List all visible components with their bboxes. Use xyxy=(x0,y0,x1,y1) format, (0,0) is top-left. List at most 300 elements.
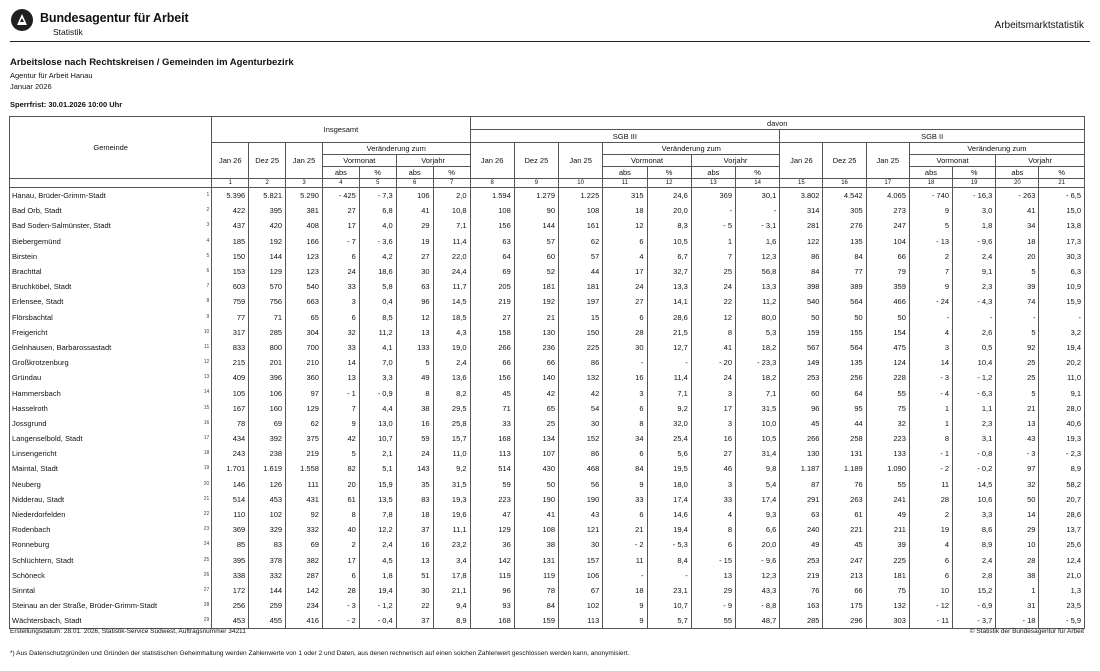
table-cell: 18 xyxy=(396,507,433,522)
table-cell: 150 xyxy=(559,325,603,340)
table-cell: 18,5 xyxy=(433,310,470,325)
table-cell: 19,6 xyxy=(433,507,470,522)
table-cell: 6,3 xyxy=(1039,264,1085,279)
table-cell: 11,4 xyxy=(433,234,470,249)
table-cell: 13 xyxy=(396,325,433,340)
table-cell: 296 xyxy=(823,613,866,629)
table-cell: 121 xyxy=(559,522,603,537)
table-cell: 60 xyxy=(514,249,558,264)
header-davon: davon xyxy=(470,117,1084,130)
table-cell: 20,0 xyxy=(736,537,780,552)
header-abs: abs xyxy=(322,167,359,179)
table-cell: 4,4 xyxy=(359,401,396,416)
table-cell: 18,6 xyxy=(359,264,396,279)
table-cell: 305 xyxy=(823,203,866,218)
table-cell: 570 xyxy=(249,279,286,294)
table-cell: 1.619 xyxy=(249,461,286,476)
gemeinde-name xyxy=(10,477,212,492)
table-cell: 256 xyxy=(823,370,866,385)
table-cell: 76 xyxy=(823,477,866,492)
table-cell: 395 xyxy=(249,203,286,218)
table-cell: 16 xyxy=(603,370,647,385)
table-cell: 49 xyxy=(780,537,823,552)
table-cell: 10,4 xyxy=(953,355,996,370)
row-number: 15 xyxy=(203,404,210,411)
table-cell: 8,5 xyxy=(359,310,396,325)
table-cell: 3 xyxy=(322,294,359,309)
table-cell: 87 xyxy=(780,477,823,492)
table-cell: 66 xyxy=(823,583,866,598)
table-row xyxy=(10,416,1085,431)
table-cell: 6 xyxy=(322,249,359,264)
table-cell: - 6,3 xyxy=(953,385,996,400)
table-cell: 13,7 xyxy=(1039,522,1085,537)
table-cell: 143 xyxy=(396,461,433,476)
table-cell: 437 xyxy=(212,218,249,233)
column-number: 12 xyxy=(647,179,691,188)
table-cell: 9,1 xyxy=(1039,385,1085,400)
table-cell: 18 xyxy=(603,583,647,598)
table-cell: 96 xyxy=(470,583,514,598)
table-cell: 9,1 xyxy=(953,264,996,279)
table-cell: 30,1 xyxy=(736,188,780,204)
header-jan25: Jan 25 xyxy=(559,143,603,179)
table-cell: 8,6 xyxy=(953,522,996,537)
table-row xyxy=(10,310,1085,325)
table-cell: 18 xyxy=(603,203,647,218)
header-veraenderung: Veränderung zum xyxy=(909,143,1084,155)
table-cell: 6 xyxy=(322,310,359,325)
table-cell: 10,5 xyxy=(647,234,691,249)
row-number: 20 xyxy=(203,480,210,487)
table-cell: 1,1 xyxy=(953,401,996,416)
table-cell: 92 xyxy=(286,507,323,522)
table-cell: 57 xyxy=(514,234,558,249)
gemeinde-name xyxy=(10,431,212,446)
gemeinde-name xyxy=(10,203,212,218)
table-cell: 63 xyxy=(470,234,514,249)
table-cell: 55 xyxy=(866,385,909,400)
header-pct: % xyxy=(359,167,396,179)
table-cell: - xyxy=(603,568,647,583)
table-cell: 19,4 xyxy=(1039,340,1085,355)
table-body xyxy=(10,188,1085,629)
table-cell: 63 xyxy=(780,507,823,522)
gemeinde-name xyxy=(10,507,212,522)
table-cell: 3,0 xyxy=(953,203,996,218)
column-number: 5 xyxy=(359,179,396,188)
table-cell: 2,1 xyxy=(359,446,396,461)
table-cell: 2,3 xyxy=(953,279,996,294)
table-cell: 54 xyxy=(559,401,603,416)
row-number: 25 xyxy=(203,556,210,563)
row-number: 28 xyxy=(203,602,210,609)
table-cell: 6 xyxy=(691,537,735,552)
table-cell: 74 xyxy=(996,294,1039,309)
row-number: 16 xyxy=(203,419,210,426)
table-cell: 154 xyxy=(866,325,909,340)
table-cell: 71 xyxy=(470,401,514,416)
header-vormonat: Vormonat xyxy=(909,155,995,167)
table-cell: - 2 xyxy=(909,461,952,476)
ba-logo-icon xyxy=(10,8,34,32)
table-cell: 31,4 xyxy=(736,446,780,461)
table-cell: 40,6 xyxy=(1039,416,1085,431)
table-cell: 409 xyxy=(212,370,249,385)
table-cell: 240 xyxy=(780,522,823,537)
table-cell: 35 xyxy=(396,477,433,492)
table-cell: 29 xyxy=(996,522,1039,537)
table-cell: - 0,8 xyxy=(953,446,996,461)
table-cell: 25,4 xyxy=(647,431,691,446)
table-cell: 8 xyxy=(691,325,735,340)
table-row xyxy=(10,613,1085,629)
table-cell: 247 xyxy=(866,218,909,233)
table-cell: 60 xyxy=(780,385,823,400)
table-cell: 9,4 xyxy=(433,598,470,613)
gemeinde-name xyxy=(10,218,212,233)
table-cell: 66 xyxy=(866,249,909,264)
table-cell: 27 xyxy=(691,446,735,461)
table-cell: 10,6 xyxy=(953,492,996,507)
table-row xyxy=(10,279,1085,294)
table-cell: 4,3 xyxy=(433,325,470,340)
table-cell: 17 xyxy=(322,218,359,233)
table-cell: - 1 xyxy=(322,385,359,400)
gemeinde-name xyxy=(10,264,212,279)
table-cell: 1,6 xyxy=(736,234,780,249)
table-cell: 10 xyxy=(996,537,1039,552)
table-cell: 142 xyxy=(286,583,323,598)
table-cell: 61 xyxy=(823,507,866,522)
table-cell: 17,4 xyxy=(647,492,691,507)
table-cell: 378 xyxy=(249,553,286,568)
gemeinde-label: Bad Soden-Salmünster, Stadt xyxy=(12,221,111,231)
table-cell: 163 xyxy=(780,598,823,613)
header-dez25: Dez 25 xyxy=(823,143,866,179)
table-cell: 24,4 xyxy=(433,264,470,279)
table-cell: 8,3 xyxy=(647,218,691,233)
table-cell: 8,9 xyxy=(433,613,470,629)
table-cell: 317 xyxy=(212,325,249,340)
table-cell: 219 xyxy=(470,294,514,309)
table-cell: 30 xyxy=(603,340,647,355)
gemeinde-name xyxy=(10,355,212,370)
table-cell: 466 xyxy=(866,294,909,309)
table-cell: 276 xyxy=(823,218,866,233)
table-cell: 152 xyxy=(559,431,603,446)
header-pct: % xyxy=(433,167,470,179)
table-cell: 11,0 xyxy=(433,446,470,461)
table-cell: 8 xyxy=(691,522,735,537)
row-number: 8 xyxy=(206,298,210,305)
table-cell: 10,7 xyxy=(359,431,396,446)
table-cell: 5,1 xyxy=(359,461,396,476)
header-insgesamt: Insgesamt xyxy=(212,117,470,143)
table-cell: 25,8 xyxy=(433,416,470,431)
table-cell: 78 xyxy=(514,583,558,598)
table-cell: 32 xyxy=(866,416,909,431)
table-cell: 47 xyxy=(470,507,514,522)
table-cell: 314 xyxy=(780,203,823,218)
table-cell: - 9,6 xyxy=(736,553,780,568)
table-cell: 431 xyxy=(286,492,323,507)
table-cell: 30 xyxy=(559,416,603,431)
table-cell: 5,6 xyxy=(647,446,691,461)
table-cell: 181 xyxy=(866,568,909,583)
table-cell: 104 xyxy=(866,234,909,249)
table-cell: 1.225 xyxy=(559,188,603,204)
table-cell: - 5,9 xyxy=(1039,613,1085,629)
table-cell: 12 xyxy=(691,310,735,325)
table-cell: - 20 xyxy=(691,355,735,370)
table-cell: 285 xyxy=(780,613,823,629)
header-abs: abs xyxy=(396,167,433,179)
table-cell: 756 xyxy=(249,294,286,309)
column-number: 16 xyxy=(823,179,866,188)
table-cell: - 4 xyxy=(909,385,952,400)
table-cell: 19,4 xyxy=(647,522,691,537)
gemeinde-name xyxy=(10,446,212,461)
table-cell: 23,2 xyxy=(433,537,470,552)
header-dez25: Dez 25 xyxy=(514,143,558,179)
table-cell: 131 xyxy=(823,446,866,461)
table-cell: 304 xyxy=(286,325,323,340)
table-cell: 16 xyxy=(396,416,433,431)
table-cell: 77 xyxy=(212,310,249,325)
table-cell: 38 xyxy=(996,568,1039,583)
gemeinde-label: Brachttal xyxy=(12,267,42,277)
gemeinde-name xyxy=(10,340,212,355)
table-cell: 3 xyxy=(603,385,647,400)
table-cell: - xyxy=(647,355,691,370)
table-cell: 19 xyxy=(909,522,952,537)
table-cell: 19,0 xyxy=(433,340,470,355)
table-cell: 800 xyxy=(249,340,286,355)
table-cell: 25 xyxy=(514,416,558,431)
table-cell: 31 xyxy=(996,598,1039,613)
table-cell: 108 xyxy=(559,203,603,218)
gemeinde-label: Gelnhausen, Barbarossastadt xyxy=(12,342,112,352)
table-row xyxy=(10,598,1085,613)
header-sgb2: SGB II xyxy=(780,130,1085,143)
table-cell: - 740 xyxy=(909,188,952,204)
column-number: 9 xyxy=(514,179,558,188)
column-number: 11 xyxy=(603,179,647,188)
table-cell: 21,5 xyxy=(647,325,691,340)
table-cell: 119 xyxy=(470,568,514,583)
table-cell: 34 xyxy=(996,218,1039,233)
table-cell: 50 xyxy=(996,492,1039,507)
table-cell: 108 xyxy=(470,203,514,218)
table-cell: 213 xyxy=(823,568,866,583)
table-cell: 4 xyxy=(603,249,647,264)
gemeinde-name xyxy=(10,598,212,613)
table-cell: 4 xyxy=(909,325,952,340)
table-cell: 156 xyxy=(470,370,514,385)
table-cell: 4 xyxy=(909,537,952,552)
row-number: 10 xyxy=(203,328,210,335)
table-cell: 359 xyxy=(866,279,909,294)
table-cell: 27 xyxy=(603,294,647,309)
table-cell: 190 xyxy=(514,492,558,507)
table-cell: - 18 xyxy=(996,613,1039,629)
table-cell: 2,4 xyxy=(433,355,470,370)
table-cell: 332 xyxy=(249,568,286,583)
table-cell: 124 xyxy=(866,355,909,370)
table-cell: 3,3 xyxy=(953,507,996,522)
gemeinde-label: Großkrotzenburg xyxy=(12,358,69,368)
table-cell: 97 xyxy=(286,385,323,400)
table-cell: 273 xyxy=(866,203,909,218)
gemeinde-label: Erlensee, Stadt xyxy=(12,297,64,307)
table-cell: - xyxy=(1039,310,1085,325)
table-cell: - 0,4 xyxy=(359,613,396,629)
table-cell: 192 xyxy=(514,294,558,309)
table-cell: 564 xyxy=(823,340,866,355)
table-cell: 37 xyxy=(396,522,433,537)
table-cell: 32,7 xyxy=(647,264,691,279)
table-cell: 2,0 xyxy=(433,188,470,204)
gemeinde-name xyxy=(10,553,212,568)
table-cell: 238 xyxy=(249,446,286,461)
table-cell: 52 xyxy=(514,264,558,279)
table-cell: 123 xyxy=(286,249,323,264)
table-cell: 266 xyxy=(470,340,514,355)
table-cell: 11,2 xyxy=(359,325,396,340)
table-cell: 24 xyxy=(396,446,433,461)
row-number: 6 xyxy=(206,267,210,274)
table-cell: 10,0 xyxy=(736,416,780,431)
table-cell: 6 xyxy=(909,553,952,568)
table-cell: 13,6 xyxy=(433,370,470,385)
table-cell: 41 xyxy=(691,340,735,355)
header-gemeinde: Gemeinde xyxy=(10,117,212,179)
table-cell: 84 xyxy=(780,264,823,279)
table-cell: 5.396 xyxy=(212,188,249,204)
table-cell: 69 xyxy=(249,416,286,431)
row-number: 21 xyxy=(203,495,210,502)
table-cell: 2 xyxy=(909,507,952,522)
table-cell: 38 xyxy=(514,537,558,552)
table-cell: 28 xyxy=(909,492,952,507)
table-cell: 129 xyxy=(470,522,514,537)
table-cell: 44 xyxy=(823,416,866,431)
table-cell: 13,8 xyxy=(1039,218,1085,233)
table-cell: 181 xyxy=(559,279,603,294)
table-row xyxy=(10,553,1085,568)
table-cell: 41 xyxy=(396,203,433,218)
table-cell: 8,4 xyxy=(647,553,691,568)
table-cell: 155 xyxy=(823,325,866,340)
table-cell: - 263 xyxy=(996,188,1039,204)
row-number: 17 xyxy=(203,435,210,441)
table-cell: 12,2 xyxy=(359,522,396,537)
table-cell: 17 xyxy=(322,553,359,568)
table-cell: 66 xyxy=(470,355,514,370)
header-vorjahr: Vorjahr xyxy=(691,155,780,167)
table-cell: 23,1 xyxy=(647,583,691,598)
table-cell: 75 xyxy=(866,401,909,416)
table-cell: - xyxy=(953,310,996,325)
gemeinde-label: Bruchköbel, Stadt xyxy=(12,282,72,292)
table-cell: 9 xyxy=(909,279,952,294)
column-number: 8 xyxy=(470,179,514,188)
table-cell: 21,1 xyxy=(433,583,470,598)
row-number: 13 xyxy=(203,374,210,381)
table-cell: 76 xyxy=(780,583,823,598)
gemeinde-name xyxy=(10,568,212,583)
footer-note: *) Aus Datenschutzgründen und Gründen der statistischen Geheimhaltung werden Zahlenwerte von 1 oder 2 und Daten, aus denen rechnerisch auf einen solchen Zahlenwert geschlossen werden kann, anonymisiert. xyxy=(10,650,630,657)
table-cell: 3,2 xyxy=(1039,325,1085,340)
table-cell: 22 xyxy=(691,294,735,309)
table-cell: 10 xyxy=(909,583,952,598)
table-cell: 3,4 xyxy=(433,553,470,568)
table-cell: 11,1 xyxy=(433,522,470,537)
table-cell: 215 xyxy=(212,355,249,370)
table-cell: 51 xyxy=(396,568,433,583)
table-cell: 8,9 xyxy=(953,537,996,552)
table-cell: - 3 xyxy=(322,598,359,613)
table-cell: 28 xyxy=(996,553,1039,568)
column-number-row xyxy=(10,179,1085,188)
table-cell: 42 xyxy=(559,385,603,400)
column-number: 19 xyxy=(953,179,996,188)
table-cell: 10,7 xyxy=(647,598,691,613)
table-cell: 20,7 xyxy=(1039,492,1085,507)
table-cell: 19 xyxy=(396,234,433,249)
column-number: 3 xyxy=(286,179,323,188)
table-cell: 19,4 xyxy=(359,583,396,598)
table-cell: 1,3 xyxy=(1039,583,1085,598)
table-cell: 57 xyxy=(559,249,603,264)
table-cell: 38 xyxy=(396,401,433,416)
table-cell: 16 xyxy=(396,537,433,552)
table-cell: 33 xyxy=(322,340,359,355)
table-cell: 46 xyxy=(691,461,735,476)
table-cell: - 1 xyxy=(909,446,952,461)
table-cell: - 5,3 xyxy=(647,537,691,552)
gemeinde-label: Freigericht xyxy=(12,327,48,337)
header-vorjahr: Vorjahr xyxy=(996,155,1085,167)
table-cell: 86 xyxy=(559,446,603,461)
table-cell: 4,5 xyxy=(359,553,396,568)
gemeinde-label: Gründau xyxy=(12,373,42,383)
gemeinde-label: Hanau, Brüder-Grimm-Stadt xyxy=(12,191,106,201)
table-cell: 1 xyxy=(909,416,952,431)
table-cell: 4 xyxy=(691,507,735,522)
table-cell: 50 xyxy=(823,310,866,325)
table-cell: 129 xyxy=(249,264,286,279)
table-cell: 369 xyxy=(691,188,735,204)
row-number: 5 xyxy=(206,252,210,259)
table-cell: 15,7 xyxy=(433,431,470,446)
table-cell: 369 xyxy=(212,522,249,537)
column-number: 13 xyxy=(691,179,735,188)
table-cell: 1.090 xyxy=(866,461,909,476)
gemeinde-name xyxy=(10,583,212,598)
table-cell: 11 xyxy=(909,477,952,492)
table-cell: 28 xyxy=(603,325,647,340)
table-cell: 20,2 xyxy=(1039,355,1085,370)
table-cell: 663 xyxy=(286,294,323,309)
report-period: Januar 2026 xyxy=(10,82,52,91)
table-cell: 106 xyxy=(559,568,603,583)
table-row xyxy=(10,370,1085,385)
table-cell: 256 xyxy=(212,598,249,613)
table-cell: 59 xyxy=(396,431,433,446)
report-agency: Agentur für Arbeit Hanau xyxy=(10,71,93,80)
